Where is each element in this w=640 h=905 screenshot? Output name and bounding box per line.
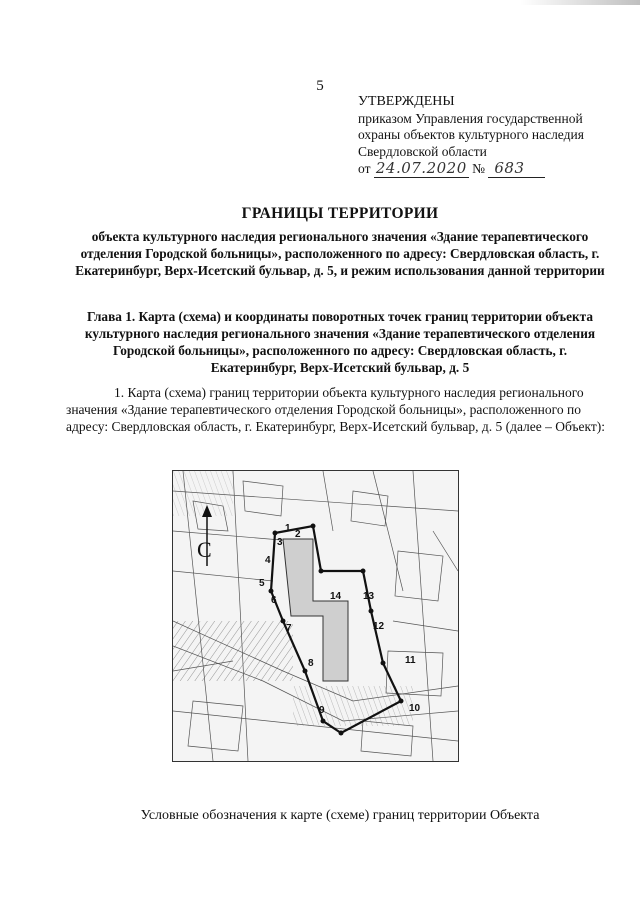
point-label: 8 (308, 658, 314, 669)
point-label: 10 (409, 703, 421, 714)
title-subtitle: объекта культурного наследия регионального значения «Здание терапевтического отделения Городской больницы», расположенного по адресу: Свердловская область, г. Екатеринбург, Верх-Исетский бульвар, д. 5, и режим использования данной территории (75, 229, 605, 278)
point-label: 7 (286, 623, 292, 634)
point-label: 11 (405, 655, 416, 666)
approval-date-line (358, 160, 618, 178)
legend-caption: Условные обозначения к карте (схеме) границ территории Объекта (140, 808, 540, 823)
chapter-heading: Глава 1. Карта (схема) и координаты поворотных точек границ территории объекта культурного наследия регионального значения «Здание терапевтического отделения Городской больницы», расположенного по адресу: Свердловская область, г. Екатеринбург, Верх-Исетский бульвар, д. 5 (84, 309, 596, 375)
approval-heading: УТВЕРЖДЕНЫ (358, 94, 455, 109)
boundary-map (172, 470, 459, 762)
page-number: 5 (316, 78, 324, 94)
scan-edge-shadow (520, 0, 640, 5)
map-hatched-area-2 (293, 686, 413, 726)
map-hatched-area-1 (173, 621, 293, 681)
point-label: 14 (330, 591, 342, 602)
handwritten-date: 24.07.2020 (375, 159, 467, 177)
approval-stamp (358, 94, 618, 178)
approval-line-3: Свердловской области (358, 143, 487, 159)
point-label: 13 (363, 591, 375, 602)
document-title (70, 205, 610, 279)
point-label: 9 (319, 705, 325, 716)
point-label: 2 (295, 529, 301, 540)
approval-line-1: приказом Управления государственной (358, 110, 583, 126)
point-label: 5 (259, 578, 265, 589)
map-hatched-area-3 (173, 471, 233, 516)
point-label: 3 (277, 537, 283, 548)
point-label: 6 (271, 595, 277, 606)
point-label: 12 (373, 621, 385, 632)
handwritten-number: 683 (488, 159, 544, 178)
point-label: 1 (285, 523, 291, 534)
number-label: № (472, 161, 486, 176)
point-label: 4 (265, 555, 271, 566)
north-label: С (197, 537, 212, 562)
approval-line-2: охраны объектов культурного наследия (358, 127, 584, 142)
from-label: от (358, 161, 371, 176)
paragraph-1: 1. Карта (схема) границ территории объекта культурного наследия регионального значения «Здание терапевтического отделения Городской больницы», расположенного по адресу: Свердловская область, г. Екатеринбург, Верх-Исетский бульвар, д. 5 (далее – Объект): (66, 385, 606, 434)
map-drawing (173, 471, 458, 761)
title-main: ГРАНИЦЫ ТЕРРИТОРИИ (241, 205, 439, 222)
